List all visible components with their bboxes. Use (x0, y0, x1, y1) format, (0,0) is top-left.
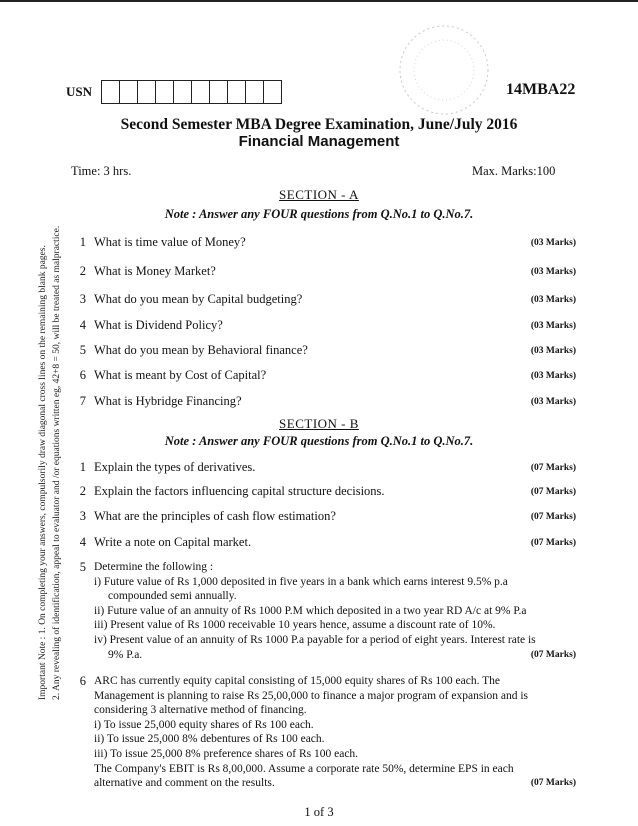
question-number: 4 (79, 535, 86, 549)
question-marks: (03 Marks) (530, 238, 576, 248)
question-number: 2 (79, 264, 86, 278)
time-allowed: Time: 3 hrs. (71, 164, 132, 178)
question-text: Write a note on Capital market. (94, 535, 252, 549)
usn-box[interactable] (173, 80, 192, 104)
usn-box[interactable] (119, 80, 138, 104)
question-text: What is Money Market? (94, 264, 216, 278)
question-marks: (03 Marks) (530, 321, 576, 331)
page-number: 1 of 3 (304, 805, 334, 819)
usn-boxes[interactable] (101, 80, 281, 104)
section-b-note: Note : Answer any FOUR questions from Q.No.1 to Q.No.7. (164, 434, 474, 448)
question-number: 7 (79, 394, 86, 408)
q5-part-iv-cont: 9% P.a. (108, 648, 143, 661)
usn-box[interactable] (101, 80, 120, 104)
q6-line-4: The Company's EBIT is Rs 8,00,000. Assume a corporate rate 50%, determine EPS in each (94, 762, 514, 775)
question-6-body (94, 674, 581, 791)
section-a-heading: SECTION - A (279, 187, 359, 202)
question-marks: (07 Marks) (530, 463, 576, 473)
question-marks: (03 Marks) (530, 371, 576, 381)
q6-line-2: Management is planning to raise Rs 25,00,000 to finance a major program of expansion and is (94, 689, 529, 702)
question-marks: (03 Marks) (530, 295, 576, 305)
question-marks: (07 Marks) (530, 487, 576, 497)
question-marks: (07 Marks) (530, 778, 576, 788)
q5-part-i: i) Future value of Rs 1,000 deposited in five years in a bank which earns interest 9.5% p.a (94, 575, 508, 588)
paper-code: 14MBA22 (506, 81, 576, 98)
side-note-line-2: 2. Any revealing of identification, appeal to evaluator and /or equations written eg, 42+8 = 50, will be treated as malpractice. (52, 225, 62, 700)
question-text: What is Dividend Policy? (94, 318, 223, 332)
usn-box[interactable] (227, 80, 246, 104)
q6-option-iii: iii) To issue 25,000 8% preference shares of Rs 100 each. (94, 747, 359, 760)
q5-part-iv: iv) Present value of an annuity of Rs 1000 P.a payable for a period of eight years. Interest rate is (94, 633, 536, 646)
question-text: What do you mean by Behavioral finance? (94, 343, 308, 357)
question-text: What is time value of Money? (94, 235, 246, 249)
question-number: 2 (79, 484, 86, 498)
question-5-body (94, 560, 582, 662)
question-text: Explain the factors influencing capital structure decisions. (94, 484, 385, 498)
exam-title: Second Semester MBA Degree Examination, June/July 2016 (120, 116, 518, 133)
usn-box[interactable] (245, 80, 264, 104)
question-number: 6 (79, 674, 86, 688)
question-marks: (03 Marks) (530, 346, 576, 356)
usn-box[interactable] (191, 80, 210, 104)
stamp-seal-icon (396, 22, 492, 118)
q5-part-iii: iii) Present value of Rs 1000 receivable 10 years hence, assume a discount rate of 10%. (94, 619, 496, 632)
q5-intro: Determine the following : (94, 561, 214, 573)
section-a-note: Note : Answer any FOUR questions from Q.No.1 to Q.No.7. (164, 207, 474, 221)
q6-line-1: ARC has currently equity capital consisting of 15,000 equity shares of Rs 100 each. The (94, 675, 501, 687)
question-number: 1 (79, 235, 86, 249)
q6-option-i: i) To issue 25,000 equity shares of Rs 100 each. (94, 718, 314, 731)
question-text: What is meant by Cost of Capital? (94, 368, 267, 382)
question-marks: (07 Marks) (530, 538, 576, 548)
q5-part-ii: ii) Future value of an annuity of Rs 1000 P.M which deposited in a two year RD A/c at 9% P.a (94, 604, 527, 617)
question-number: 3 (79, 509, 86, 523)
usn-box[interactable] (263, 80, 282, 104)
q5-part-i-cont: compounded semi annually. (108, 590, 237, 603)
section-b-heading: SECTION - B (279, 416, 359, 431)
question-number: 1 (79, 460, 86, 474)
question-number: 3 (79, 292, 86, 306)
question-marks: (07 Marks) (530, 650, 576, 660)
q6-option-ii: ii) To issue 25,000 8% debentures of Rs 100 each. (94, 733, 325, 746)
question-number: 5 (79, 560, 86, 574)
question-marks: (07 Marks) (530, 512, 576, 522)
top-border (0, 0, 638, 2)
question-marks: (03 Marks) (530, 397, 576, 407)
question-text: What is Hybridge Financing? (94, 394, 242, 408)
question-marks: (03 Marks) (530, 267, 576, 277)
question-number: 5 (79, 343, 86, 357)
q6-line-3: considering 3 alternative method of financing. (94, 704, 307, 717)
question-text: What are the principles of cash flow estimation? (94, 509, 336, 523)
usn-box[interactable] (209, 80, 228, 104)
max-marks: Max. Marks:100 (472, 164, 556, 178)
side-note-line-1: Important Note : 1. On completing your answers, compulsorily draw diagonal cross lines on the remaining blank pages. (38, 245, 48, 700)
question-number: 4 (79, 318, 86, 332)
usn-box[interactable] (155, 80, 174, 104)
question-text: Explain the types of derivatives. (94, 460, 256, 474)
question-number: 6 (79, 368, 86, 382)
usn-label: USN (66, 84, 93, 99)
question-text: What do you mean by Capital budgeting? (94, 292, 303, 306)
usn-box[interactable] (137, 80, 156, 104)
subject-title: Financial Management (238, 133, 400, 150)
q6-line-5: alternative and comment on the results. (94, 777, 275, 790)
